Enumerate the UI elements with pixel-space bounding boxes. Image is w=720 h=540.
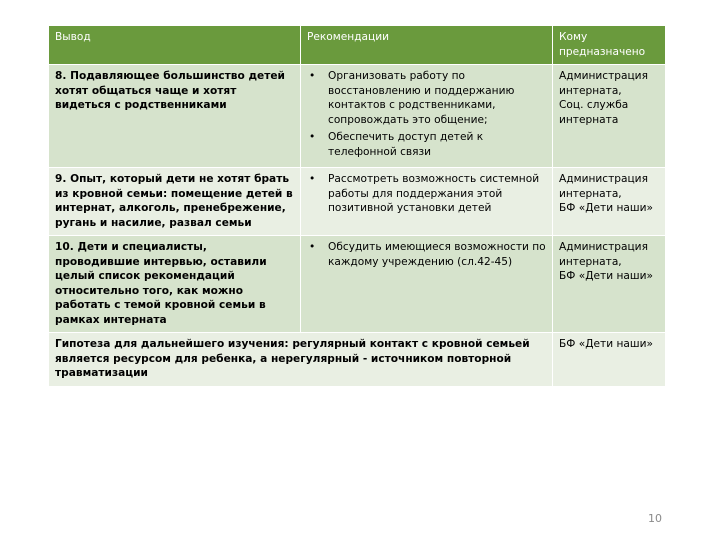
conclusion-cell: 10. Дети и специалисты, проводившие интервью, оставили целый список рекомендаций относительно того, как можно работать с темой кровной семьи в рамках интерната: [49, 236, 301, 333]
recommendation-text: Рассмотреть возможность системной работы для поддержания этой позитивной установки детей: [328, 173, 540, 214]
header-recommendations: Рекомендации: [301, 26, 553, 65]
hypothesis-cell: Гипотеза для дальнейшего изучения: регулярный контакт с кровной семьей является ресурсом для ребенка, а нерегулярный - источником повторной травматизации: [49, 333, 553, 387]
addressee-cell: [553, 168, 666, 236]
addressee-line: Администрация интерната,: [559, 241, 648, 268]
addressee-line: Администрация интерната,: [559, 70, 648, 97]
bullet-icon: •: [309, 241, 316, 253]
list-item: [307, 172, 546, 216]
list-item: [307, 69, 546, 127]
addressee-line: БФ «Дети наши»: [559, 202, 653, 214]
recommendation-text: Обсудить имеющиеся возможности по каждому учреждению (сл.42-45): [328, 241, 546, 268]
recommendations-cell: [301, 236, 553, 333]
list-item: [307, 240, 546, 269]
addressee-line: Соц. служба интерната: [559, 99, 629, 126]
recommendation-text: Организовать работу по восстановлению и поддержанию контактов с родственниками, сопровождать это общение;: [328, 70, 515, 126]
conclusion-cell: 8. Подавляющее большинство детей хотят общаться чаще и хотят видеться с родственниками: [49, 65, 301, 168]
bullet-icon: •: [309, 70, 316, 82]
recommendations-cell: [301, 168, 553, 236]
addressee-cell: [553, 65, 666, 168]
addressee-line: Администрация интерната,: [559, 173, 648, 200]
table-row: [49, 236, 666, 333]
recommendations-table: [48, 25, 666, 387]
header-addressee: Кому предназначено: [553, 26, 666, 65]
bullet-icon: •: [309, 131, 316, 143]
table-row: [49, 65, 666, 168]
bullet-icon: •: [309, 173, 316, 185]
header-row: [49, 26, 666, 65]
list-item: [307, 130, 546, 159]
addressee-cell: [553, 236, 666, 333]
table-row: [49, 168, 666, 236]
recommendations-cell: [301, 65, 553, 168]
header-conclusion: Вывод: [49, 26, 301, 65]
recommendation-list: [307, 172, 546, 216]
recommendation-list: [307, 69, 546, 159]
addressee-cell: БФ «Дети наши»: [553, 333, 666, 387]
addressee-line: БФ «Дети наши»: [559, 270, 653, 282]
hypothesis-row: [49, 333, 666, 387]
recommendation-text: Обеспечить доступ детей к телефонной связи: [328, 131, 484, 158]
page-number: 10: [648, 512, 662, 525]
conclusion-cell: 9. Опыт, который дети не хотят брать из кровной семьи: помещение детей в интернат, алкоголь, пренебрежение, ругань и насилие, развал семьи: [49, 168, 301, 236]
recommendation-list: [307, 240, 546, 269]
